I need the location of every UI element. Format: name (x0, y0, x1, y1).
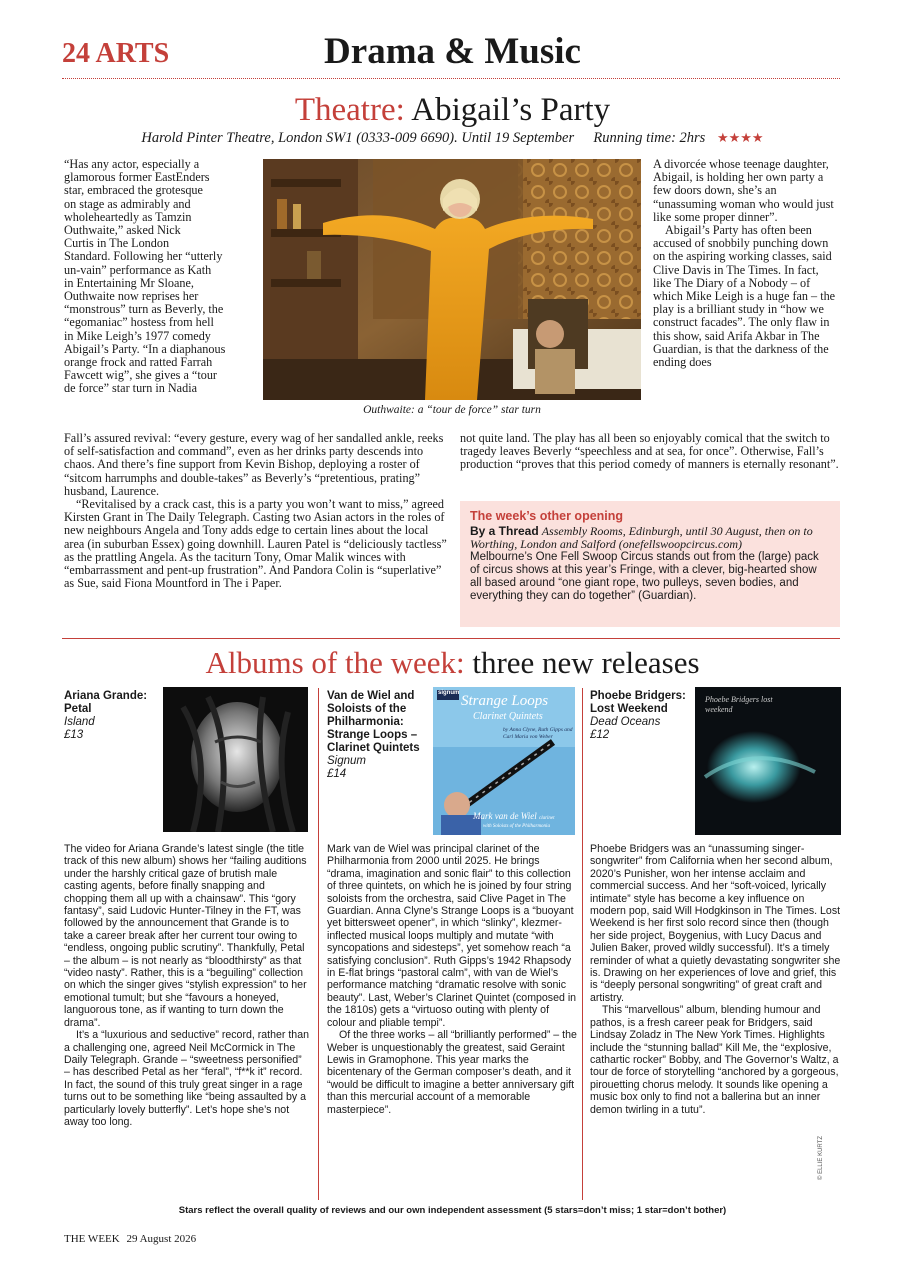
album-3-label: Dead Oceans (590, 716, 661, 728)
photo-caption: Outhwaite: a “tour de force” star turn (363, 404, 541, 416)
album-3-para-1: Phoebe Bridgers was an “unassuming singer-songwriter” from California when her second album, 2020’s Punisher, won her intense acclaim and commercial success. And her “soft-voiced, lyrically intimate” style has become a key influence on modern pop, said Will Hodgkinson in The Times. Lost Weekend is her first solo record since then (though her side project, Boygenius, with Lucy Dacus and Julien Baker, proved wildly successful). It’s a timely reminder of what a quietly devastating songwriter she is. Drawing on her experiences of love and grief, this is “deeply personal songwriting” of great craft and artistry. (590, 843, 841, 1004)
theatre-right-para-1: A divorcée whose teenage daughter, Abigail, is holding her own party a few doors down, she’s an “unassuming woman who would just like some proper dinner”. (653, 157, 834, 224)
album-3-para-2: This “marvellous” album, blending humour and pathos, is a fresh career peak for Bridgers, said Lindsay Zoladz in The New York Times. Highlights include the “stunning ballad” Kill Me, the “explosive, cathartic rocker” Bobby, and The Governor’s Waltz, a tour de force of storytelling “anchored by a gorgeous, pirouetting chorus melody. It sounds like opening a music box only to find not a ballerina but an inner demon twirling in a tutu”. (590, 1004, 839, 1116)
theatre-left-wide-para-2: “Revitalised by a crack cast, this is a party you won’t want to miss,” agreed Kirsten Grant in The Daily Telegraph. Casting two Asian actors in the roles of new neighbours Angela and Tony adds edge to certain lines about the local area (in suburban Essex) going downhill. Lauren Patel is “deliciously tactless” as the prattling Angela. As the taciturn Tony, Omar Malik winces with “embarrassment and pent-up frustration”. And Pandora Colin is “superlative” as Sue, said Fiona Mountford in The i Paper. (64, 497, 447, 591)
album-3-price: £12 (590, 729, 610, 741)
other-opening-show: By a Thread (470, 524, 539, 538)
theatre-left-line: Standard. Following her “utterly (64, 249, 223, 264)
theatre-left-line: “Has any actor, especially a (64, 157, 200, 171)
page-title: Drama & Music (324, 31, 581, 72)
theatre-left-line: Curtis in The London (64, 236, 170, 251)
album-2-meta (327, 690, 427, 781)
cover-2-artist-name: Mark van de Wiel (473, 811, 537, 821)
rating-stars: ★★★★ (716, 130, 764, 145)
other-opening-venue: Assembly Rooms, Edinburgh, until 30 August, then on to Worthing, London and Salford (onefellswoopcircus.com) (470, 524, 813, 551)
section-name: ARTS (95, 38, 170, 69)
ratings-footnote: Stars reflect the overall quality of reviews and our own independent assessment (5 stars=don’t miss; 1 star=don’t bother) (178, 1205, 727, 1216)
album-1-title: Ariana Grande: Petal (64, 690, 148, 715)
header-divider (62, 78, 840, 79)
theatre-left-line: Outhwaite,” asked Nick (64, 223, 181, 238)
theatre-left-line: glamorous former EastEnders (64, 170, 210, 185)
theatre-left-line: star, embraced the grotesque (64, 183, 203, 198)
theatre-left-line: orange frock and ratted Farrah (64, 355, 213, 370)
cover-2-artist (473, 811, 555, 821)
album-3-cover (695, 687, 841, 835)
theatre-right-column (653, 158, 839, 369)
theatre-venue: Harold Pinter Theatre, London SW1 (0333-009 6690). Until 19 September (141, 130, 575, 146)
theatre-left-wide (64, 432, 450, 590)
theatre-left-column (64, 158, 264, 396)
album-2-para-1: Mark van de Wiel was principal clarinet of the Philharmonia from 2000 until 2025. He brings “drama, imagination and sonic flair” to this collection of three quintets, on which he is joined by four string soloists from the orchestra, said Clive Paget in The Guardian. Anna Clyne’s Strange Loops is a “buoyant yet bittersweet opener”, in which “slinky”, klezmer-inflected musical loops multiply and mutate “with syncopations and sidesteps”, yet somehow reach “a satisfying conclusion”. Ruth Gipps’s 1942 Rhapsody in E-flat brings “pastoral calm”, with van de Wiel’s performance matching “dramatic resolve with sonic beauty”. Last, Weber’s Clarinet Quintet (composed in the 1810s) gets a “virtuoso outing with plenty of colour and pliable tempi”. (327, 843, 577, 1029)
theatre-left-line: wholeheartedly as Tamzin (64, 209, 192, 224)
album-1-cover (163, 687, 308, 832)
theatre-left-line: Abigail’s Party. “In a diaphanous (64, 341, 226, 356)
theatre-right-para-2: Abigail’s Party has often been accused of snobbily punching down on the aspiring working classes, said Clive Davis in The Times. In fact, like The Diary of a Nobody – of which Mike Leigh is a huge fan – the play is a brilliant study in “how we construct facades”. The only flaw in this show, said Arifa Akbar in The Guardian, is that the darkness of the ending does (653, 223, 836, 370)
album-3-review (590, 843, 842, 1116)
section-number: 24 (62, 38, 90, 69)
footer-publication: THE WEEK (64, 1233, 120, 1245)
cover-2-brand: signum (438, 690, 460, 696)
other-opening-venue-line (470, 525, 830, 551)
page-footer (64, 1233, 196, 1245)
theatre-left-line: de force” star turn in Nadia (64, 381, 197, 396)
abigails-party-stage-image (263, 159, 641, 400)
ariana-grande-cover-image (163, 687, 308, 832)
theatre-info-line (0, 130, 905, 147)
theatre-photo (263, 159, 641, 400)
theatre-left-line: Fawcett wig”, she gives a “tour (64, 368, 217, 383)
theatre-left-line: “egomaniac” hostess from hell (64, 315, 214, 330)
theatre-headline (0, 92, 905, 129)
cover-2-ensemble: with Soloists of the Philharmonia (483, 824, 550, 829)
theatre-left-line: in Mike Leigh’s 1977 comedy (64, 328, 211, 343)
album-1-para-2: It’s a “luxurious and seductive” record, rather than a challenging one, agreed Neil McCormick in The Daily Telegraph. Grande – “sweetness personified” – has described Petal as her “feral”, “f**k it” record. In fact, the sound of this truly great singer in a rage turns out to be something like “being assaulted by a particularly lovely butterfly”. Let’s hope she’s not away too long. (64, 1029, 309, 1128)
album-column-divider-2 (582, 688, 583, 1200)
theatre-runtime: Running time: 2hrs (593, 130, 706, 146)
cover-2-artist-role: clarinet (538, 816, 555, 821)
other-opening-box (460, 501, 840, 627)
album-3-meta (590, 690, 690, 742)
theatre-left-line: un-vain” performance as Kath (64, 262, 212, 277)
cover-3-handwriting: Phoebe Bridgers lost weekend (705, 695, 773, 714)
theatre-divider (62, 638, 840, 639)
cover-2-subtitle: Clarinet Quintets (473, 711, 543, 722)
album-2-price: £14 (327, 768, 347, 780)
album-1-meta (64, 690, 160, 742)
footer-date: 29 August 2026 (126, 1233, 197, 1245)
theatre-kicker: Theatre: (294, 92, 405, 128)
other-opening-body: Melbourne’s One Fell Swoop Circus stands out from the (large) pack of circus shows at this year’s Fringe, with a clever, big-hearted show all based around “one giant rope, two pulleys, seven bodies, and everything they can do together” (Guardian). (470, 551, 819, 602)
album-1-price: £13 (64, 729, 84, 741)
photo-credit: © ELLIE KURTZ (818, 1136, 824, 1180)
album-1-review (64, 843, 310, 1128)
album-2-cover (433, 687, 575, 835)
album-1-label: Island (64, 716, 95, 728)
theatre-right-wide-para: not quite land. The play has all been so enjoyably comical that the switch to tragedy leaves Beverly “speechless and at sea, for once”. Otherwise, Fall’s production “proves that this period comedy of manners is eternally resonant”. (460, 431, 839, 472)
cover-2-composers: by Anna Clyne, Ruth Gipps and Carl Maria von Weber (503, 727, 573, 740)
album-2-review (327, 843, 577, 1116)
theatre-title: Abigail’s Party (411, 92, 611, 128)
albums-headline (0, 645, 905, 681)
theatre-left-line: on stage as admirably and (64, 196, 191, 211)
other-opening-heading: The week’s other opening (470, 509, 624, 523)
albums-kicker: Albums of the week: (205, 645, 465, 680)
cover-2-title: Strange Loops (461, 693, 549, 709)
theatre-left-line: Outhwaite now reprises her (64, 289, 199, 304)
album-2-title: Van de Wiel and Soloists of the Philharmonia: Strange Loops – Clarinet Quintets (327, 690, 420, 754)
theatre-left-line: “monstrous” turn as Beverly, the (64, 302, 224, 317)
theatre-left-wide-para-1: Fall’s assured revival: “every gesture, every wag of her sandalled ankle, reeks of self-satisfaction and command”, even as her drinks party descends into chaos. And there’s fine support from Kevin Bishop, deploying a roster of “sitcom harrumphs and double-takes” as Beverly’s “pretentious, prating” husband, Laurence. (64, 431, 444, 498)
theatre-left-line: in Entertaining Mr Sloane, (64, 275, 194, 290)
album-column-divider-1 (318, 688, 319, 1200)
theatre-left-lines (64, 158, 264, 396)
albums-title: three new releases (472, 645, 700, 680)
theatre-right-wide (460, 432, 840, 472)
album-2-para-2: Of the three works – all “brilliantly performed” – the Weber is unquestionably the greatest, said Geraint Lewis in Gramophone. This year marks the bicentenary of the German composer’s death, and it “would be difficult to imagine a better anniversary gift than this mercurial account of a memorable masterpiece”. (327, 1029, 577, 1116)
album-3-title: Phoebe Bridgers: Lost Weekend (590, 690, 686, 715)
album-2-label: Signum (327, 755, 366, 767)
album-1-para-1: The video for Ariana Grande’s latest single (the title track of this new album) shows her “failing auditions under the harshly critical gaze of brutish male casting agents, before finally snapping and chopping them all up with a chainsaw”. This “gory fantasy”, said Ludovic Hunter-Tilney in the FT, was followed by the announcement that Grande is to take a career break after her current tour owing to “endless, ongoing public scrutiny”. Thankfully, Petal – the album – is not nearly as “bloodthirsty” as that “video nasty”. Rather, this is a “beguiling” collection on which the singer gives “stylish expression” to her emotional tumult; but she “favours a honeyed, languorous tone, as if wanting to turn down the drama”. (64, 843, 307, 1029)
